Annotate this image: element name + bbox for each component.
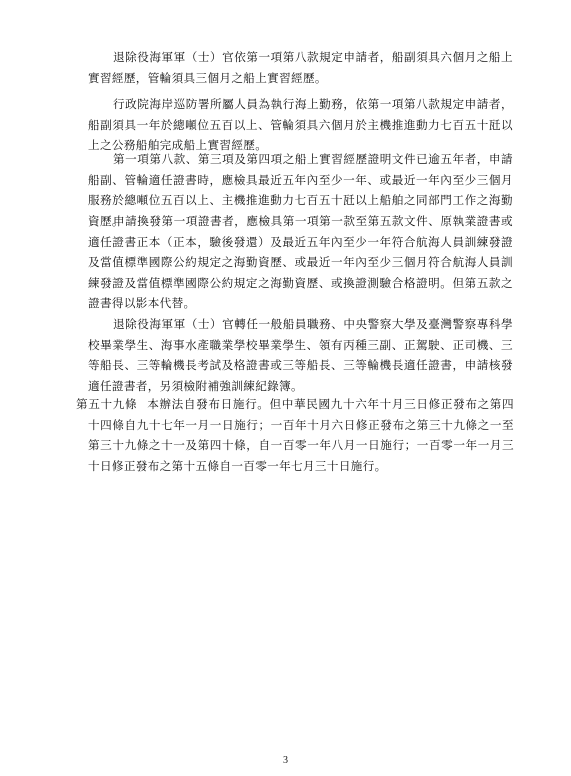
page-number: 3 — [283, 755, 288, 766]
paragraph-expired-internship-proof: 第一項第八款、第三項及第四項之船上實習經歷證明文件已逾五年者，申請船副、管輪適任證書時，應檢具最近五年內至少一年、或最近一年內至少三個月服務於總噸位五百以上、主機推進動力七百五十瓩以上船舶之同部門工作之海勤資歷。 — [88, 152, 513, 228]
paragraph-veteran-officer-internship: 退除役海軍軍（士）官依第一項第八款規定申請者，船副須具六個月之船上實習經歷，管輪須具三個月之船上實習經歷。 — [88, 50, 513, 85]
paragraph-supplementary-training: 退除役海軍軍（士）官轉任一般船員職務、中央警察大學及臺灣警察專科學校畢業學生、海事水產職業學校畢業學生、領有丙種三副、正駕駛、正司機、三等船長、三等輪機長考試及格證書或三等船長、三等輪機長適任證書，申請核發適任證書者，另須檢附補強訓練紀錄簿。 — [88, 317, 513, 393]
article-59 — [76, 394, 514, 476]
article-text: 本辦法自發布日施行。但中華民國九十六年十月三日修正發布之第四十四條自九十七年一月一日施行；一百年十月六日修正發布之第三十九條之一至第三十九條之十一及第四十條，自一百零一年八月一日施行；一百零一年一月三十日修正發布之第十五條自一百零一年七月三十日施行。 — [88, 397, 514, 473]
article-number: 第五十九條 — [76, 397, 138, 411]
paragraph-coast-guard-personnel: 行政院海岸巡防署所屬人員為執行海上勤務，依第一項第八款規定申請者，船副須具一年於總噸位五百以上、管輪須具六個月於主機推進動力七百五十瓩以上之公務船舶完成船上實習經歷。 — [88, 97, 513, 152]
paragraph-certificate-renewal: 申請換發第一項證書者，應檢具第一項第一款至第五款文件、原執業證書或適任證書正本（正本，驗後發還）及最近五年內至少一年符合航海人員訓練發證及當值標準國際公約規定之海勤資歷、或最近一年內至少三個月符合航海人員訓練發證及當值標準國際公約規定之海勤資歷、或換證測驗合格證明。但第五款之證書得以影本代替。 — [88, 214, 513, 310]
